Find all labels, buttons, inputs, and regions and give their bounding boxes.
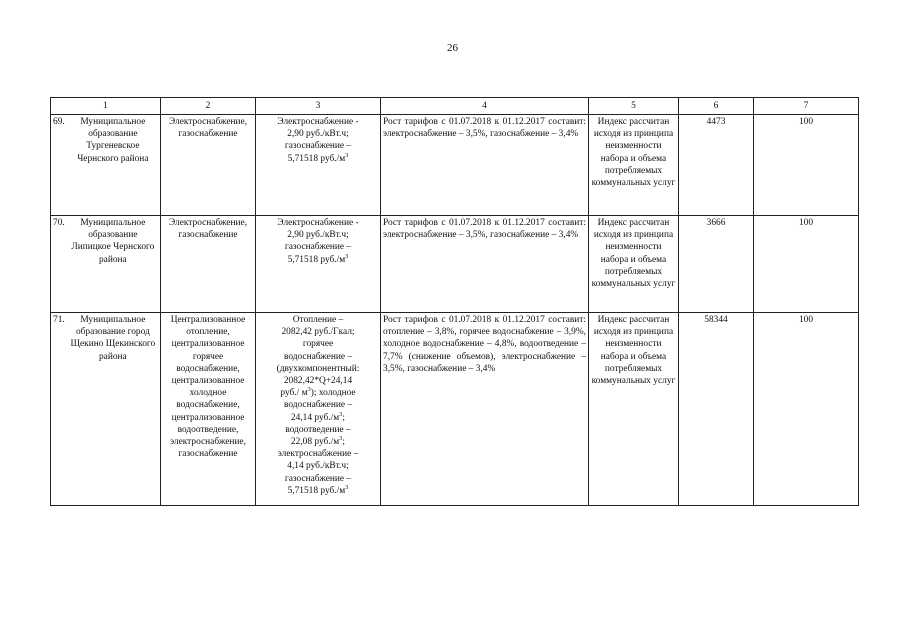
superscript: 3 (345, 252, 349, 260)
tariffs-text: Электроснабжение - 2,90 руб./кВт.ч; газоснабжение – 5,71518 руб./м (277, 117, 359, 164)
services-cell: Электроснабжение, газоснабжение (161, 115, 256, 216)
superscript: 3 (339, 434, 343, 442)
column-header: 1 (51, 98, 161, 115)
municipality-name: Муниципальное образование Липицкое Чернского района (71, 218, 155, 265)
index-note-cell: Индекс рассчитан исходя из принципа неизменности набора и объема потребляемых коммунальных услуг (589, 313, 679, 506)
tariffs-cell (256, 115, 381, 216)
row-number: 70. (53, 218, 65, 228)
municipality-cell (51, 313, 161, 506)
municipality-name: Муниципальное образование город Щекино Щекинского района (70, 315, 156, 362)
share-cell: 100 (754, 216, 859, 313)
column-header: 7 (754, 98, 859, 115)
tariffs-cell (256, 313, 381, 506)
tariffs-cell (256, 216, 381, 313)
tariffs-text: Электроснабжение - 2,90 руб./кВт.ч; газоснабжение – 5,71518 руб./м (277, 218, 359, 265)
page-number: 26 (447, 42, 458, 54)
share-cell: 100 (754, 115, 859, 216)
row-number: 71. (53, 315, 65, 325)
table-header-row (51, 98, 859, 115)
tariffs-text: ); холодное водоснабжение – 24,14 руб./м (283, 388, 356, 423)
population-cell: 58344 (679, 313, 754, 506)
index-note-cell: Индекс рассчитан исходя из принципа неизменности набора и объема потребляемых коммунальных услуг (589, 216, 679, 313)
column-header: 2 (161, 98, 256, 115)
table-row (51, 216, 859, 313)
table-row (51, 313, 859, 506)
tariffs-text: ; электроснабжение – 4,14 руб./кВт.ч; газоснабжение – 5,71518 руб./м (277, 437, 359, 496)
superscript: 3 (339, 410, 343, 418)
growth-cell: Рост тарифов с 01.07.2018 к 01.12.2017 составит: электроснабжение – 3,5%, газоснабжение – 3,4% (381, 115, 589, 216)
superscript: 3 (345, 151, 349, 159)
municipality-cell (51, 216, 161, 313)
superscript: 3 (307, 386, 311, 394)
growth-cell: Рост тарифов с 01.07.2018 к 01.12.2017 составит: электроснабжение – 3,5%, газоснабжение – 3,4% (381, 216, 589, 313)
column-header: 3 (256, 98, 381, 115)
column-header: 6 (679, 98, 754, 115)
growth-cell: Рост тарифов с 01.07.2018 к 01.12.2017 составит: отопление – 3,8%, горячее водоснабжение – 3,9%, холодное водоснабжение – 4,8%, водоотведение – 7,7% (снижение объемов), электроснабжение – 3,5%, газоснабжение – 3,4% (381, 313, 589, 506)
municipality-name: Муниципальное образование Тургеневское Чернского района (77, 117, 149, 164)
population-cell: 4473 (679, 115, 754, 216)
row-number: 69. (53, 117, 65, 127)
table-row (51, 115, 859, 216)
municipality-cell (51, 115, 161, 216)
index-note-cell: Индекс рассчитан исходя из принципа неизменности набора и объема потребляемых коммунальных услуг (589, 115, 679, 216)
column-header: 5 (589, 98, 679, 115)
services-cell: Электроснабжение, газоснабжение (161, 216, 256, 313)
tariffs-text: ; водоотведение – 22,08 руб./м (285, 412, 351, 448)
services-cell: Централизованное отопление, централизованное горячее водоснабжение, централизованное холодное водоснабжение, централизованное водоотведение, электроснабжение, газоснабжение (161, 313, 256, 506)
column-header: 4 (381, 98, 589, 115)
tariff-table (50, 97, 859, 506)
share-cell: 100 (754, 313, 859, 506)
superscript: 3 (345, 483, 349, 491)
tariffs-text: Отопление – 2082,42 руб./Гкал; горячее водоснабжение – (двухкомпонентный: 2082,42*Q+24,14 руб./ м (276, 315, 360, 399)
population-cell: 3666 (679, 216, 754, 313)
